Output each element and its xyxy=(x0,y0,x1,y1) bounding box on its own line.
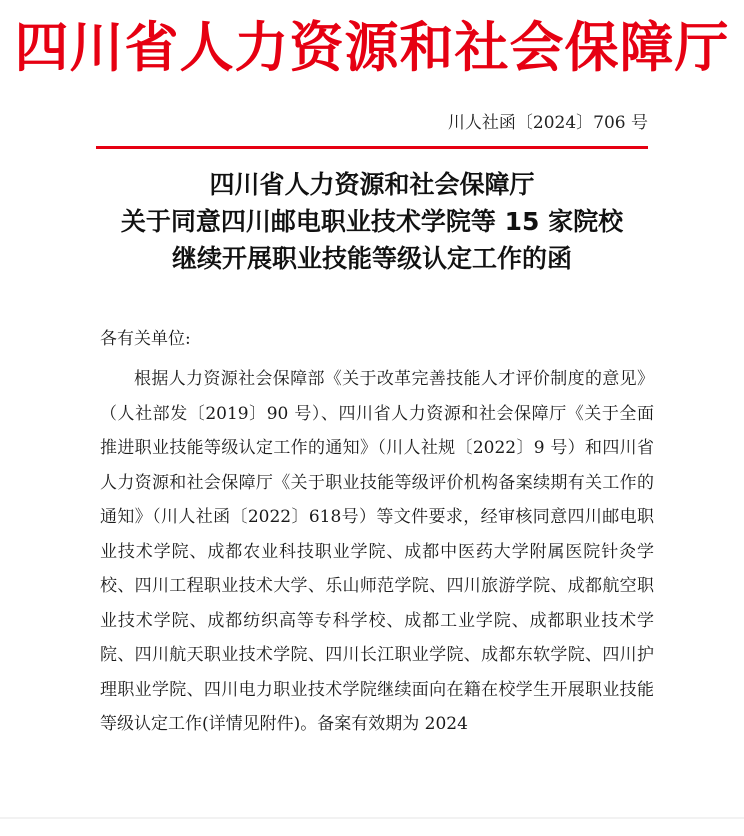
body-paragraph: 根据人力资源社会保障部《关于改革完善技能人才评价制度的意见》（人社部发〔2019〕90 号）、四川省人力资源和社会保障厅《关于全面推进职业技能等级认定工作的通知》（川人社规〔2022〕9 号）和四川省人力资源和社会保障厅《关于职业技能等级评价机构备案续期有关工作的通知》（川人社函〔2022〕618号）等文件要求，经审核同意四川邮电职业技术学院、成都农业科技职业学院、成都中医药大学附属医院针灸学校、四川工程职业技术大学、乐山师范学院、四川旅游学院、成都航空职业技术学院、成都纺织高等专科学校、成都工业学院、成都职业技术学院、四川航天职业技术学院、四川长江职业学院、成都东软学院、四川护理职业学院、四川电力职业技术学院继续面向在籍在校学生开展职业技能等级认定工作(详情见附件)。备案有效期为 2024 xyxy=(100,369,654,734)
title-line-2: 关于同意四川邮电职业技术学院等 15 家院校 xyxy=(120,207,624,236)
title-line-3: 继续开展职业技能等级认定工作的函 xyxy=(171,244,572,273)
masthead-org-name: 四川省人力资源和社会保障厅 xyxy=(14,16,730,79)
salutation: 各有关单位: xyxy=(100,329,191,349)
page-bottom-edge xyxy=(0,817,744,819)
red-divider-line xyxy=(96,146,648,149)
document-title xyxy=(0,166,744,277)
document-number: 川人社函〔2024〕706 号 xyxy=(447,113,648,133)
title-line-1: 四川省人力资源和社会保障厅 xyxy=(209,170,535,199)
